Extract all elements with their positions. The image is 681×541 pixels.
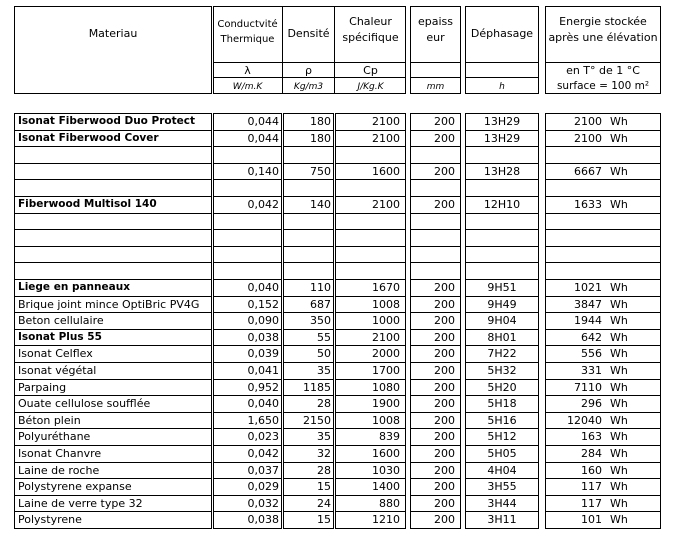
cell-cp: 1008: [372, 297, 400, 311]
cell-ep: [410, 246, 461, 263]
cell-deph: 3H11: [487, 513, 517, 527]
cell-ep: 200: [434, 347, 455, 361]
divider: [465, 62, 539, 63]
cell-energie: 3847: [574, 297, 602, 311]
table-row: [0, 428, 681, 445]
cell-cp: [335, 146, 406, 163]
cell-cp: 880: [379, 496, 400, 510]
cell-name: Polystyrene: [18, 513, 82, 527]
cell-rho: 55: [317, 330, 331, 344]
cell-rho: 687: [310, 297, 331, 311]
cell-unit: [606, 179, 661, 196]
cell-deph: 5H12: [487, 430, 517, 444]
cell-name: Béton plein: [18, 413, 81, 427]
unit-lambda: W/m.K: [232, 82, 263, 92]
cell-unit: Wh: [610, 115, 628, 128]
cell-unit: Wh: [610, 164, 628, 178]
cell-unit: Wh: [610, 447, 628, 460]
cell-name: Brique joint mince OptiBric PV4G: [18, 297, 200, 311]
energie-temperature: en T° de 1 °C: [566, 64, 640, 77]
cell-unit: Wh: [610, 397, 628, 411]
table-row: [0, 163, 681, 180]
cell-lambda: [213, 146, 282, 163]
cell-name: [14, 179, 212, 196]
cell-lambda: 0,041: [247, 364, 279, 377]
cell-lambda: 0,029: [247, 480, 279, 494]
cell-name: Parpaing: [18, 380, 67, 394]
cell-deph: [465, 262, 539, 279]
cell-energie: 1021: [574, 281, 602, 294]
cell-energie: [545, 262, 605, 279]
divider: [410, 62, 461, 63]
cell-deph: 9H04: [487, 314, 517, 328]
cell-lambda: 0,952: [247, 380, 279, 394]
cell-ep: 200: [434, 496, 455, 510]
table-row: [0, 345, 681, 362]
cell-energie: 160: [581, 463, 602, 477]
cell-ep: 200: [434, 447, 455, 460]
cell-energie: 284: [581, 447, 602, 460]
cell-name: [14, 163, 212, 180]
cell-name: Isonat Plus 55: [18, 330, 102, 343]
cell-energie: 556: [581, 347, 602, 361]
table-row: [0, 445, 681, 462]
cell-unit: Wh: [610, 380, 628, 394]
header-chaleur: [335, 14, 406, 46]
cell-rho: 15: [317, 513, 331, 527]
cell-cp: 1400: [372, 480, 400, 494]
cell-cp: [335, 229, 406, 246]
cell-deph: 5H18: [487, 397, 517, 411]
table-row: [0, 511, 681, 528]
cell-lambda: 0,039: [247, 347, 279, 361]
cell-unit: [606, 246, 661, 263]
cell-name: Ouate cellulose soufflée: [18, 397, 151, 411]
cell-name: [14, 213, 212, 230]
cell-ep: [410, 146, 461, 163]
table-row: [0, 495, 681, 512]
cell-name: Isonat Fiberwood Duo Protect: [18, 115, 196, 127]
cell-unit: Wh: [610, 496, 628, 510]
cell-ep: [410, 262, 461, 279]
cell-unit: Wh: [610, 314, 628, 328]
cell-rho: 110: [310, 281, 331, 294]
cell-cp: 1600: [372, 164, 400, 178]
cell-cp: 1600: [372, 447, 400, 460]
cell-unit: [606, 262, 661, 279]
unit-cp: J/Kg.K: [357, 82, 384, 92]
header-epaisseur-line1: epaiss: [417, 15, 453, 28]
cell-name: [14, 229, 212, 246]
table-row: [0, 412, 681, 429]
cell-unit: Wh: [610, 513, 628, 527]
divider: [465, 77, 539, 78]
cell-ep: 200: [434, 198, 455, 211]
cell-deph: [465, 179, 539, 196]
cell-energie: 7110: [574, 380, 602, 394]
cell-unit: Wh: [610, 364, 628, 377]
cell-name: [14, 246, 212, 263]
cell-name: Laine de verre type 32: [18, 496, 143, 510]
cell-unit: Wh: [610, 463, 628, 477]
cell-rho: 32: [317, 447, 331, 460]
cell-lambda: 0,042: [247, 198, 279, 211]
cell-deph: [465, 213, 539, 230]
cell-cp: [335, 246, 406, 263]
cell-energie: 1944: [574, 314, 602, 328]
table-row: [0, 246, 681, 263]
cell-energie: 12040: [567, 413, 602, 427]
table-row: [0, 362, 681, 379]
cell-rho: [283, 246, 334, 263]
cell-unit: Wh: [610, 330, 628, 344]
table-row: [0, 113, 681, 130]
cell-name: Polyuréthane: [18, 430, 91, 444]
table-row: [0, 146, 681, 163]
cell-deph: 12H10: [483, 198, 521, 211]
cell-energie: 2100: [574, 131, 602, 145]
cell-energie: 642: [581, 330, 602, 344]
table-row: [0, 196, 681, 213]
cell-deph: 5H16: [487, 413, 517, 427]
cell-rho: 24: [317, 496, 331, 510]
symbol-lambda: λ: [244, 64, 251, 77]
cell-deph: [465, 146, 539, 163]
cell-deph: 4H04: [487, 463, 517, 477]
cell-energie: 2100: [574, 115, 602, 128]
cell-name: [14, 262, 212, 279]
cell-ep: 200: [434, 330, 455, 344]
cell-lambda: 1,650: [247, 413, 279, 427]
cell-rho: 35: [317, 364, 331, 377]
cell-cp: [335, 179, 406, 196]
cell-cp: 2100: [372, 131, 400, 145]
cell-unit: [606, 146, 661, 163]
cell-energie: [545, 146, 605, 163]
header-energie-line1: Energie stockée: [559, 15, 647, 28]
cell-energie: 101: [581, 513, 602, 527]
cell-lambda: 0,140: [247, 164, 279, 178]
cell-energie: [545, 229, 605, 246]
table-row: [0, 395, 681, 412]
cell-energie: 331: [581, 364, 602, 377]
header-dephasage: Déphasage: [470, 27, 534, 40]
cell-deph: 13H28: [483, 164, 521, 178]
cell-rho: [283, 146, 334, 163]
cell-rho: 180: [310, 131, 331, 145]
cell-deph: 7H22: [487, 347, 517, 361]
cell-deph: 3H44: [487, 496, 517, 510]
table-row: [0, 262, 681, 279]
cell-rho: 35: [317, 430, 331, 444]
cell-lambda: 0,038: [247, 513, 279, 527]
cell-name: Isonat végétal: [18, 364, 97, 377]
divider: [545, 62, 661, 63]
cell-ep: 200: [434, 430, 455, 444]
table-row: [0, 478, 681, 495]
cell-lambda: [213, 179, 282, 196]
cell-rho: [283, 213, 334, 230]
cell-unit: [606, 213, 661, 230]
cell-rho: 750: [310, 164, 331, 178]
table-row: [0, 279, 681, 296]
cell-ep: 200: [434, 131, 455, 145]
cell-ep: [410, 179, 461, 196]
cell-deph: 5H32: [487, 364, 517, 377]
cell-ep: [410, 229, 461, 246]
cell-deph: 9H49: [487, 297, 517, 311]
cell-ep: 200: [434, 281, 455, 294]
cell-deph: 5H20: [487, 380, 517, 394]
cell-cp: [335, 213, 406, 230]
cell-ep: 200: [434, 380, 455, 394]
cell-lambda: 0,044: [247, 115, 279, 128]
cell-lambda: 0,040: [247, 281, 279, 294]
cell-deph: 9H51: [487, 281, 517, 294]
cell-rho: [283, 229, 334, 246]
cell-ep: 200: [434, 297, 455, 311]
cell-ep: 200: [434, 397, 455, 411]
cell-unit: [606, 229, 661, 246]
table-row: [0, 329, 681, 346]
cell-rho: 28: [317, 463, 331, 477]
cell-name: [14, 146, 212, 163]
cell-name: Isonat Celflex: [18, 347, 93, 361]
cell-energie: [545, 246, 605, 263]
symbol-rho: ρ: [305, 64, 312, 77]
header-densite: Densité: [287, 27, 330, 40]
cell-deph: 3H55: [487, 480, 517, 494]
cell-energie: [545, 179, 605, 196]
cell-ep: 200: [434, 115, 455, 128]
cell-name: Beton cellulaire: [18, 314, 104, 328]
unit-epaisseur: mm: [426, 82, 445, 92]
cell-lambda: [213, 246, 282, 263]
divider: [213, 62, 406, 63]
cell-cp: 1030: [372, 463, 400, 477]
cell-lambda: 0,040: [247, 397, 279, 411]
header-epaisseur-line2: eur: [426, 31, 445, 44]
table-row: [0, 130, 681, 147]
cell-rho: 350: [310, 314, 331, 328]
cell-name: Polystyrene expanse: [18, 480, 132, 494]
cell-unit: Wh: [610, 297, 628, 311]
cell-rho: 50: [317, 347, 331, 361]
cell-energie: 117: [581, 480, 602, 494]
table-row: [0, 379, 681, 396]
header-energie: [545, 14, 661, 46]
cell-ep: 200: [434, 164, 455, 178]
cell-lambda: 0,044: [247, 131, 279, 145]
cell-deph: [465, 246, 539, 263]
cell-cp: 2100: [372, 198, 400, 211]
cell-name: Fiberwood Multisol 140: [18, 198, 157, 210]
cell-cp: 2100: [372, 330, 400, 344]
cell-cp: 1000: [372, 314, 400, 328]
cell-unit: Wh: [610, 281, 628, 294]
cell-ep: 200: [434, 480, 455, 494]
header-conductivite: [213, 17, 282, 47]
cell-rho: 28: [317, 397, 331, 411]
cell-ep: 200: [434, 314, 455, 328]
divider: [213, 77, 406, 78]
cell-unit: Wh: [610, 198, 628, 211]
cell-unit: Wh: [610, 131, 628, 145]
cell-cp: 1700: [372, 364, 400, 377]
cell-energie: 296: [581, 397, 602, 411]
cell-deph: [465, 229, 539, 246]
table-row: [0, 462, 681, 479]
cell-rho: [283, 262, 334, 279]
cell-cp: 1210: [372, 513, 400, 527]
cell-name: Liege en panneaux: [18, 281, 130, 293]
cell-energie: 117: [581, 496, 602, 510]
cell-cp: 1008: [372, 413, 400, 427]
cell-rho: 140: [310, 198, 331, 211]
divider: [410, 77, 461, 78]
cell-name: Laine de roche: [18, 463, 100, 477]
cell-cp: 2100: [372, 115, 400, 128]
cell-energie: [545, 213, 605, 230]
header-materiau: Materiau: [88, 27, 138, 40]
cell-name: Isonat Chanvre: [18, 447, 102, 460]
cell-ep: 200: [434, 513, 455, 527]
header-chaleur-line1: Chaleur: [349, 15, 392, 28]
cell-cp: 2000: [372, 347, 400, 361]
header-conductivite-line1: Conductvité: [217, 19, 278, 30]
table-row: [0, 229, 681, 246]
cell-lambda: 0,032: [247, 496, 279, 510]
cell-rho: 1185: [303, 380, 331, 394]
cell-lambda: [213, 229, 282, 246]
cell-cp: 1670: [372, 281, 400, 294]
cell-cp: 839: [379, 430, 400, 444]
cell-ep: 200: [434, 413, 455, 427]
cell-deph: 13H29: [483, 115, 521, 128]
table-row: [0, 312, 681, 329]
cell-cp: [335, 262, 406, 279]
cell-rho: 2150: [303, 413, 331, 427]
cell-deph: 8H01: [487, 330, 517, 344]
cell-lambda: [213, 262, 282, 279]
cell-ep: [410, 213, 461, 230]
cell-ep: 200: [434, 463, 455, 477]
cell-lambda: 0,038: [247, 330, 279, 344]
cell-lambda: 0,042: [247, 447, 279, 460]
cell-unit: Wh: [610, 430, 628, 444]
cell-lambda: 0,023: [247, 430, 279, 444]
cell-rho: 15: [317, 480, 331, 494]
header-chaleur-line2: spécifique: [342, 31, 399, 44]
cell-ep: 200: [434, 364, 455, 377]
energie-surface: surface = 100 m²: [556, 80, 650, 92]
cell-lambda: [213, 213, 282, 230]
cell-unit: Wh: [610, 347, 628, 361]
unit-dephasage: h: [499, 82, 505, 92]
cell-rho: [283, 179, 334, 196]
table-row: [0, 213, 681, 230]
cell-energie: 1633: [574, 198, 602, 211]
header-conductivite-line2: Thermique: [220, 34, 275, 45]
cell-lambda: 0,152: [247, 297, 279, 311]
header-materiau-box: [14, 6, 212, 94]
cell-lambda: 0,037: [247, 463, 279, 477]
symbol-cp: Cp: [363, 64, 378, 77]
cell-cp: 1900: [372, 397, 400, 411]
table-row: [0, 179, 681, 196]
cell-cp: 1080: [372, 380, 400, 394]
cell-energie: 6667: [574, 164, 602, 178]
cell-unit: Wh: [610, 413, 628, 427]
table-row: [0, 296, 681, 313]
cell-deph: 13H29: [483, 131, 521, 145]
header-epaisseur: [410, 14, 461, 46]
unit-rho: Kg/m3: [293, 82, 324, 92]
cell-unit: Wh: [610, 480, 628, 494]
cell-energie: 163: [581, 430, 602, 444]
cell-name: Isonat Fiberwood Cover: [18, 131, 159, 144]
cell-rho: 180: [310, 115, 331, 128]
cell-deph: 5H05: [487, 447, 517, 460]
cell-lambda: 0,090: [247, 314, 279, 328]
header-energie-line2: après une élévation: [548, 31, 658, 44]
